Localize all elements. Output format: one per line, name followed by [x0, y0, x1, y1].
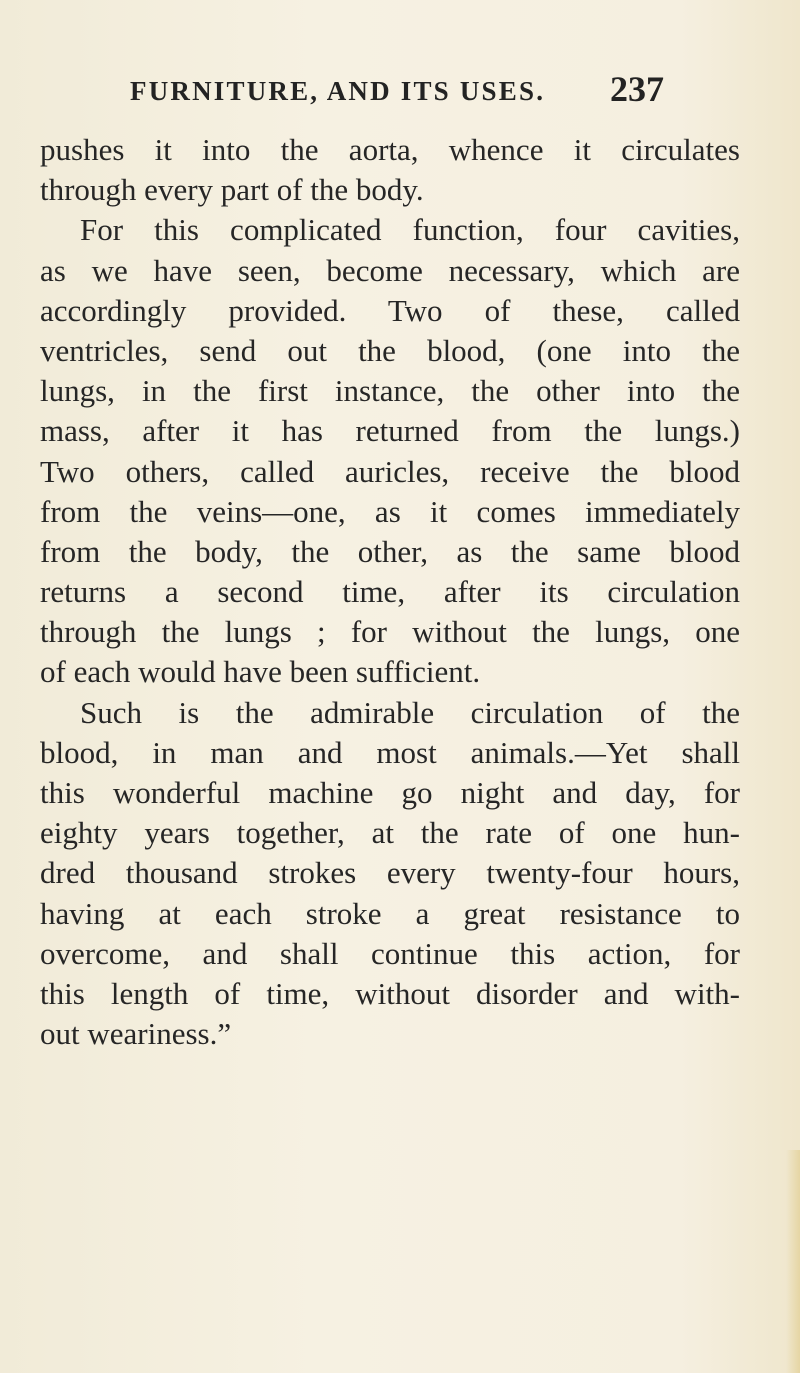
- body-text: [40, 130, 740, 1054]
- text-line: dred thousand strokes every twenty-four hours,: [40, 855, 740, 891]
- text-line: returns a second time, after its circulation: [40, 574, 740, 610]
- text-line: For this complicated function, four cavities,: [80, 212, 740, 248]
- text-line: eighty years together, at the rate of one hun-: [40, 815, 740, 851]
- text-line: lungs, in the first instance, the other into the: [40, 373, 740, 409]
- text-line: of each would have been sufficient.: [40, 654, 481, 690]
- text-line: Two others, called auricles, receive the blood: [40, 453, 740, 489]
- text-line: having at each stroke a great resistance to: [40, 895, 740, 931]
- text-line: this length of time, without disorder and with-: [40, 975, 740, 1011]
- text-line: mass, after it has returned from the lungs.): [40, 413, 740, 449]
- running-title: FURNITURE, AND ITS USES.: [130, 76, 546, 106]
- text-line: accordingly provided. Two of these, called: [40, 292, 740, 328]
- text-line: as we have seen, become necessary, which are: [40, 252, 740, 288]
- text-line: through every part of the body.: [40, 172, 424, 208]
- page-header: [0, 66, 800, 116]
- page-edge-stain: [786, 1150, 800, 1373]
- text-line: out weariness.”: [40, 1016, 232, 1052]
- text-line: pushes it into the aorta, whence it circulates: [40, 132, 740, 167]
- text-line: from the veins—one, as it comes immediately: [40, 493, 740, 529]
- text-line: blood, in man and most animals.—Yet shall: [40, 734, 740, 770]
- text-line: through the lungs ; for without the lungs, one: [40, 614, 740, 650]
- text-line: overcome, and shall continue this action, for: [40, 935, 740, 971]
- text-line: ventricles, send out the blood, (one into the: [40, 332, 740, 368]
- text-line: from the body, the other, as the same blood: [40, 533, 740, 569]
- page-number: 237: [610, 69, 664, 109]
- text-line: Such is the admirable circulation of the: [80, 694, 740, 730]
- text-line: this wonderful machine go night and day, for: [40, 775, 740, 810]
